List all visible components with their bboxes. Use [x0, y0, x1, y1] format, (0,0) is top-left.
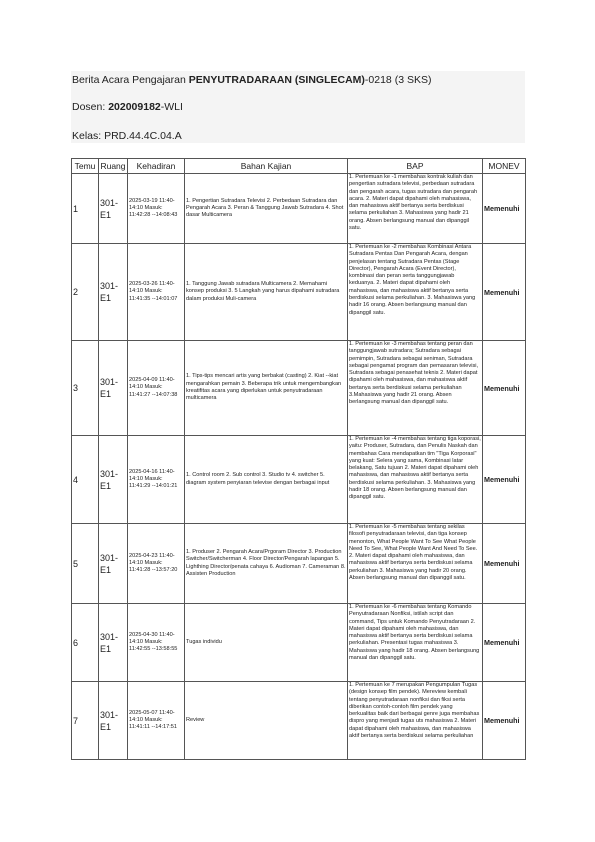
- cell-bap: 1. Pertemuan ke -1 membahas kontrak kuliah dan pengertian sutradara televisi, perbedaan sutradara dan pengarah acara, tugas sutradara dan pengarah acara. 2. Materi dapat dipahami oleh mahasiswa, dan mahasiswa aktif bertanya serta berdiskusi selama perkuliahan 3. Mahasiswa yang hadir 21 orang. Absen berlangsung manual dan dipanggil satu.: [348, 174, 483, 244]
- cell-monev: Memenuhi: [483, 341, 526, 436]
- cell-ruang: 301-E1: [99, 341, 128, 436]
- lecturer-line: Dosen: 202009182-WLI: [72, 101, 183, 113]
- cell-kehadiran: 2025-04-23 11:40-14:10 Masuk: 11:41:28 --13:57:20: [128, 524, 185, 604]
- cell-monev: Memenuhi: [483, 436, 526, 524]
- cell-bap: 1. Pertemuan ke -5 membahas tentang sekilas filosofi penyutradaraan televisi, dan tiga konsep menonton, What People Want To See What People Need To See, What People Want And Need To See. 2. Materi dapat dipahami oleh mahasiswa, dan mahasiswa aktif bertanya serta berdiskusi selama perkuliahan 3. Mahasiswa yang hadir 20 orang. Absen berlangsung manual dan dipanggil satu.: [348, 524, 483, 604]
- table-row: [72, 341, 526, 436]
- cell-kehadiran: 2025-04-09 11:40-14:10 Masuk: 11:41:27 --14:07:38: [128, 341, 185, 436]
- cell-temu: 4: [72, 436, 99, 524]
- cell-temu: 3: [72, 341, 99, 436]
- cell-temu: 5: [72, 524, 99, 604]
- cell-bap: 1. Pertemuan ke -6 membahas tentang Komando Penyutradaraan Nonfiksi, istilah script dan command, Tips untuk Komando Penyutradaraan 2. Materi dapat dipahami oleh mahasiswa, dan mahasiswa aktif bertanya serta berdiskusi selama perkuliahan. Presentasi tugas mahasiswa 3. Mahasiswa yang hadir 18 orang. Absen berlangsung manual dan dipanggil satu.: [348, 604, 483, 682]
- cell-ruang: 301-E1: [99, 244, 128, 341]
- cell-bahan-kajian: 1. Pengertian Sutradara Televisi 2. Perbedaan Sutradara dan Pengarah Acara 3. Peran & Tanggung Jawab Sutradara 4. Shot dasar Multicamera: [185, 174, 348, 244]
- table-header-row: [72, 159, 526, 174]
- cell-monev: Memenuhi: [483, 244, 526, 341]
- cell-kehadiran: 2025-04-16 11:40-14:10 Masuk: 11:41:29 --14:01:21: [128, 436, 185, 524]
- table-row: [72, 604, 526, 682]
- cell-bahan-kajian: 1. Tanggung Jawab sutradara Multicamera 2. Memahami konsep produksi 3. 5 Langkah yang harus dipahami sutradara dalam produksi Muli-camera: [185, 244, 348, 341]
- course-title: Berita Acara Pengajaran PENYUTRADARAAN (SINGLECAM)-0218 (3 SKS): [72, 74, 432, 86]
- cell-temu: 1: [72, 174, 99, 244]
- cell-kehadiran: 2025-05-07 11:40-14:10 Masuk: 11:41:11 --14:17:51: [128, 682, 185, 760]
- cell-ruang: 301-E1: [99, 604, 128, 682]
- cell-ruang: 301-E1: [99, 524, 128, 604]
- cell-bap: 1. Pertemuan ke 7 merupakan Pengumpulan Tugas (design konsep film pendek). Mereview kembali tentang penyutradaraan nonfiksi dan fiksi serta diberikan contoh-contoh film pendek yang berkualitas baik dari berbagai genre juga membahas dispro yang menjadi tugas uts mahasiswa 2. Materi dapat dipahami oleh mahasiswa, dan mahasiswa aktif bertanya serta berdiskusi selama perkuliahan: [348, 682, 483, 760]
- column-header-bahan-kajian: Bahan Kajian: [185, 159, 348, 174]
- cell-monev: Memenuhi: [483, 174, 526, 244]
- cell-kehadiran: 2025-03-19 11:40-14:10 Masuk: 11:42:28 --14:08:43: [128, 174, 185, 244]
- cell-ruang: 301-E1: [99, 174, 128, 244]
- cell-bahan-kajian: 1. Control room 2. Sub control 3. Studio tv 4. switcher 5. diagram system penyiaran televise dengan berbagai input: [185, 436, 348, 524]
- cell-ruang: 301-E1: [99, 436, 128, 524]
- cell-bap: 1. Pertemuan ke -4 membahas tentang tiga koporasi, yaitu: Produser, Sutradara, dan Penulis Naskah dan membahas Cara mendapatkan tim "Tiga Korporasi" yang kuat: Selera yang sama, Kombinasi latar belakang, Satu tujuan 2. Materi dapat dipahami oleh mahasiswa, dan mahasiswa aktif bertanya serta berdiskusi selama perkuliahan. 3. Mahasiswa yang hadir 18 orang. Absen berlangsung manual dan dipanggil satu.: [348, 436, 483, 524]
- cell-monev: Memenuhi: [483, 524, 526, 604]
- column-header-ruang: Ruang: [99, 159, 128, 174]
- cell-bap: 1. Pertemuan ke -2 membahas Kombinasi Antara Sutradara Pentas Dan Pengarah Acara, dengan penjelasan tentang Sutradara Pentas (Stage Director), Pengarah Acara (Event Director), kombinasi dan peran serta tanggungjawab keduanya. 2. Materi dapat dipahami oleh mahasiswa, dan mahasiswa aktif bertanya serta berdiskusi selama perkuliahan. 3. Mahasiswa yang hadir 16 orang. Absen berlangsung manual dan dipanggil satu.: [348, 244, 483, 341]
- cell-temu: 7: [72, 682, 99, 760]
- column-header-kehadiran: Kehadiran: [128, 159, 185, 174]
- column-header-monev: MONEV: [483, 159, 526, 174]
- teaching-report-table: [71, 158, 526, 760]
- cell-bahan-kajian: 1. Produser 2. Pengarah Acara/Prgoram Director 3. Production Switcher/Switcherman 4. Floor Director/Pengarah lapangan 5. Lighthing Director/penata cahaya 6. Audioman 7. Cameraman 8. Assisten Production: [185, 524, 348, 604]
- table-row: [72, 524, 526, 604]
- cell-temu: 6: [72, 604, 99, 682]
- cell-bahan-kajian: Tugas individu: [185, 604, 348, 682]
- table-row: [72, 244, 526, 341]
- table-row: [72, 174, 526, 244]
- table-row: [72, 682, 526, 760]
- column-header-temu: Temu: [72, 159, 99, 174]
- cell-bap: 1. Pertemuan ke -3 membahas tentang peran dan tanggungjawab sutradara; Sutradara sebagai pemimpin, Sutradara sebagai seniman, Sutradara sebagai pengamat program dan pemasaran televisi, Sutradara sebagai penasehat teknis 2. Materi dapat dipahami oleh mahasiswa, dan mahasiswa aktif bertanya serta berdiskusi selama perkuliahan 3.Mahasiswa yang hadir 21 orang. Absen berlangsung manual dan dipanggil satu.: [348, 341, 483, 436]
- class-line: Kelas: PRD.44.4C.04.A: [72, 130, 182, 142]
- cell-kehadiran: 2025-03-26 11:40-14:10 Masuk: 11:41:35 --14:01:07: [128, 244, 185, 341]
- cell-temu: 2: [72, 244, 99, 341]
- cell-bahan-kajian: Review: [185, 682, 348, 760]
- cell-monev: Memenuhi: [483, 682, 526, 760]
- cell-bahan-kajian: 1. Tips-tips mencari artis yang berbakat (casting) 2. Kiat --kiat mengarahkan pemain 3. Beberapa trik untuk mengembangkan kreatifitas acara yang diperlukan untuk penyutradaraan multicamera: [185, 341, 348, 436]
- table-row: [72, 436, 526, 524]
- cell-ruang: 301-E1: [99, 682, 128, 760]
- cell-kehadiran: 2025-04-30 11:40-14:10 Masuk: 11:42:55 --13:58:55: [128, 604, 185, 682]
- column-header-bap: BAP: [348, 159, 483, 174]
- cell-monev: Memenuhi: [483, 604, 526, 682]
